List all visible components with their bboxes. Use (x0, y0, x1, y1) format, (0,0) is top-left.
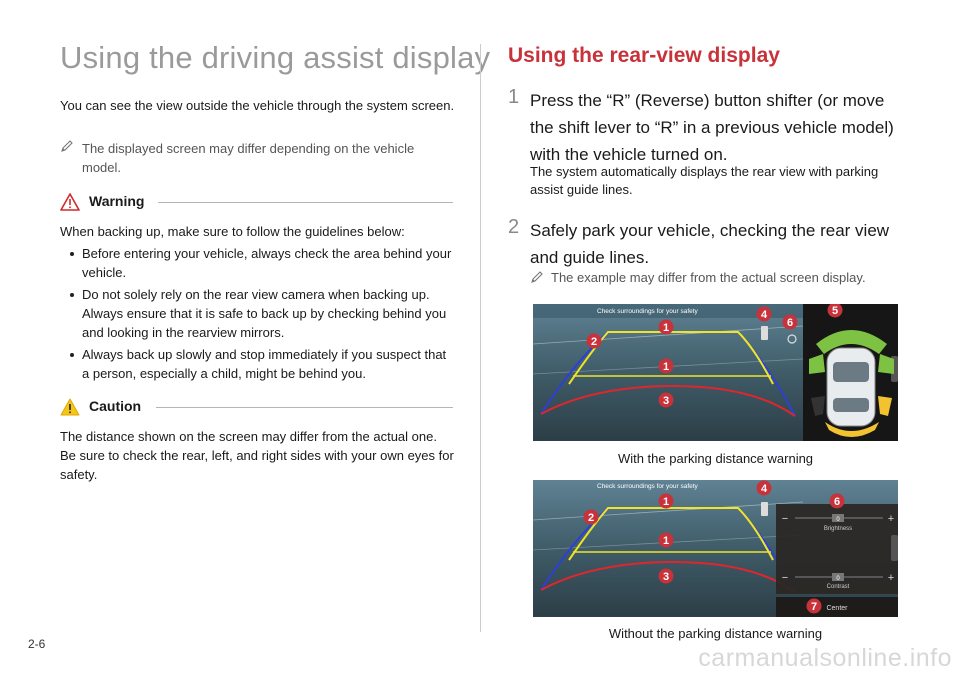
list-item: Always back up slowly and stop immediately if you suspect that a person, especially a child, might be behind you. (60, 345, 455, 383)
vehicle-top-icon (827, 348, 875, 426)
step-1-subtext: The system automatically displays the rear view with parking assist guide lines. (530, 164, 879, 197)
brightness-minus-button[interactable]: − (781, 513, 789, 525)
rear-view-screenshot-without-warning (533, 480, 898, 617)
svg-text:5: 5 (831, 305, 839, 317)
note-text: The example may differ from the actual screen display. (551, 270, 866, 285)
brightness-label: Brightness (823, 526, 853, 532)
caution-text: The distance shown on the screen may differ from the actual one. Be sure to check the rear, left, and right sides with your own eyes for safety. (60, 429, 454, 482)
svg-text:2: 2 (587, 512, 595, 524)
svg-text:4: 4 (760, 483, 768, 495)
safety-banner: Check surroundings for your safety (597, 483, 698, 490)
svg-text:1: 1 (662, 361, 670, 373)
step-text: Safely park your vehicle, checking the rear view and guide lines. (530, 221, 890, 267)
note (60, 139, 455, 177)
contrast-value: 0 (836, 576, 840, 582)
rear-view-screenshot-with-warning (533, 304, 898, 441)
brightness-value: 0 (836, 517, 840, 523)
warning-lead: When backing up, make sure to follow the guidelines below: (60, 224, 405, 239)
camera-icon (761, 326, 768, 340)
warning-header (60, 192, 453, 212)
center-button[interactable]: Center (826, 605, 848, 612)
step-number: 1 (508, 86, 520, 108)
figure-caption: Without the parking distance warning (608, 626, 823, 641)
svg-text:1: 1 (662, 535, 670, 547)
rear-view-title: Using the rear-view display (508, 44, 780, 67)
watermark: carmanualsonline.info (698, 644, 952, 672)
list-item: Before entering your vehicle, always check the area behind your vehicle. (60, 244, 455, 282)
caution-header (60, 397, 453, 417)
step-2-note (530, 270, 900, 285)
warning-label: Warning (89, 193, 145, 209)
vehicle-windshield (833, 398, 869, 412)
list-item: Do not solely rely on the rear view camera when backing up. Always ensure that it is safe to back up by checking behind you and looking in the rearview mirrors. (60, 285, 455, 342)
column-divider (480, 44, 481, 632)
safety-banner: Check surroundings for your safety (597, 308, 698, 315)
svg-text:7: 7 (810, 601, 818, 613)
contrast-label: Contrast (826, 584, 850, 590)
figure-caption: With the parking distance warning (617, 451, 814, 466)
vehicle-rear-window (833, 362, 869, 382)
svg-text:6: 6 (786, 317, 794, 329)
intro-text: You can see the view outside the vehicle through the system screen. (60, 98, 455, 113)
contrast-minus-button[interactable]: − (781, 572, 789, 584)
svg-text:1: 1 (662, 322, 670, 334)
warning-divider (158, 202, 453, 203)
section-title: Using the driving assist display (60, 40, 491, 75)
brightness-plus-button[interactable]: + (887, 513, 895, 525)
warning-triangle-icon (60, 192, 80, 212)
page-number: 2-6 (28, 637, 46, 651)
svg-text:6: 6 (833, 496, 841, 508)
svg-text:1: 1 (662, 496, 670, 508)
svg-text:2: 2 (590, 336, 598, 348)
step-number: 2 (508, 216, 520, 238)
contrast-plus-button[interactable]: + (887, 572, 895, 584)
caution-triangle-icon (60, 397, 80, 417)
pencil-icon (60, 139, 74, 158)
svg-text:3: 3 (662, 571, 670, 583)
panel-handle (891, 535, 898, 561)
note-text: The displayed screen may differ depending on the vehicle model. (82, 141, 415, 175)
svg-text:4: 4 (760, 309, 768, 321)
caution-label: Caution (89, 398, 142, 414)
pencil-icon (530, 270, 544, 287)
svg-text:3: 3 (662, 395, 670, 407)
step-text: Press the “R” (Reverse) button shifter (or move the shift lever to “R” in a previous vehicle model) with the vehicle turned on. (530, 91, 894, 164)
camera-icon (761, 502, 768, 516)
caution-divider (156, 407, 453, 408)
warning-bullets (60, 244, 455, 386)
